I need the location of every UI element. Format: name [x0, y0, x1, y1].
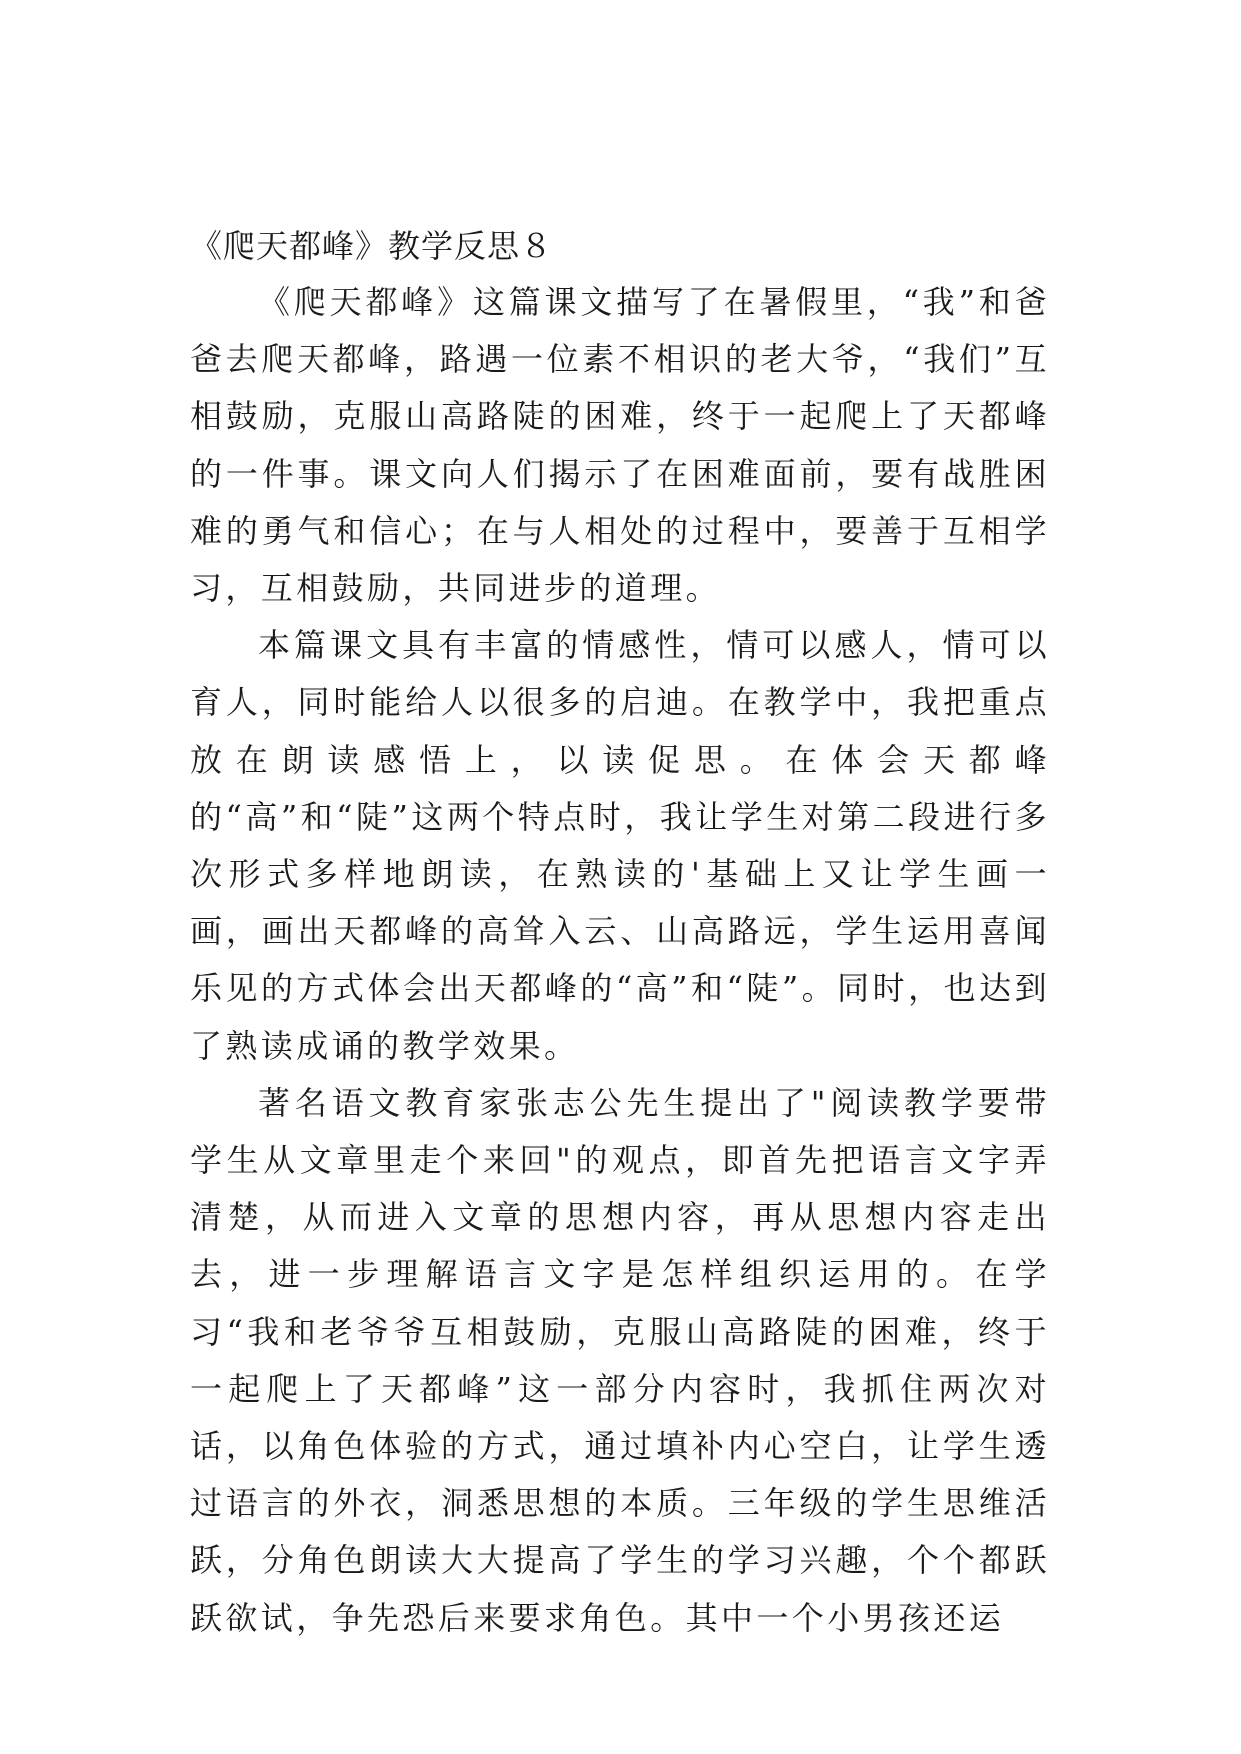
document-body [190, 274, 1050, 1647]
paragraph-1: 《爬天都峰》这篇课文描写了在暑假里，“我”和爸爸去爬天都峰，路遇一位素不相识的老大爷，“我们”互相鼓励，克服山高路陡的困难，终于一起爬上了天都峰的一件事。课文向人们揭示了在困难面前，要有战胜困难的勇气和信心；在与人相处的过程中，要善于互相学习，互相鼓励，共同进步的道理。 [190, 283, 1050, 608]
paragraph-2: 本篇课文具有丰富的情感性，情可以感人，情可以育人，同时能给人以很多的启迪。在教学中，我把重点放在朗读感悟上，以读促思。在体会天都峰的“高”和“陡”这两个特点时，我让学生对第二段进行多次形式多样地朗读，在熟读的'基础上又让学生画一画，画出天都峰的高耸入云、山高路远，学生运用喜闻乐见的方式体会出天都峰的“高”和“陡”。同时，也达到了熟读成诵的教学效果。 [190, 626, 1050, 1065]
document-title: 《爬天都峰》教学反思８ [190, 227, 554, 265]
paragraph-3: 著名语文教育家张志公先生提出了"阅读教学要带学生从文章里走个来回"的观点，即首先把语言文字弄清楚，从而进入文章的思想内容，再从思想内容走出去，进一步理解语言文字是怎样组织运用的。在学习“我和老爷爷互相鼓励，克服山高路陡的困难，终于一起爬上了天都峰”这一部分内容时，我抓住两次对话，以角色体验的方式，通过填补内心空白，让学生透过语言的外衣，洞悉思想的本质。三年级的学生思维活跃，分角色朗读大大提高了学生的学习兴趣，个个都跃跃欲试，争先恐后来要求角色。其中一个小男孩还运 [190, 1083, 1050, 1637]
